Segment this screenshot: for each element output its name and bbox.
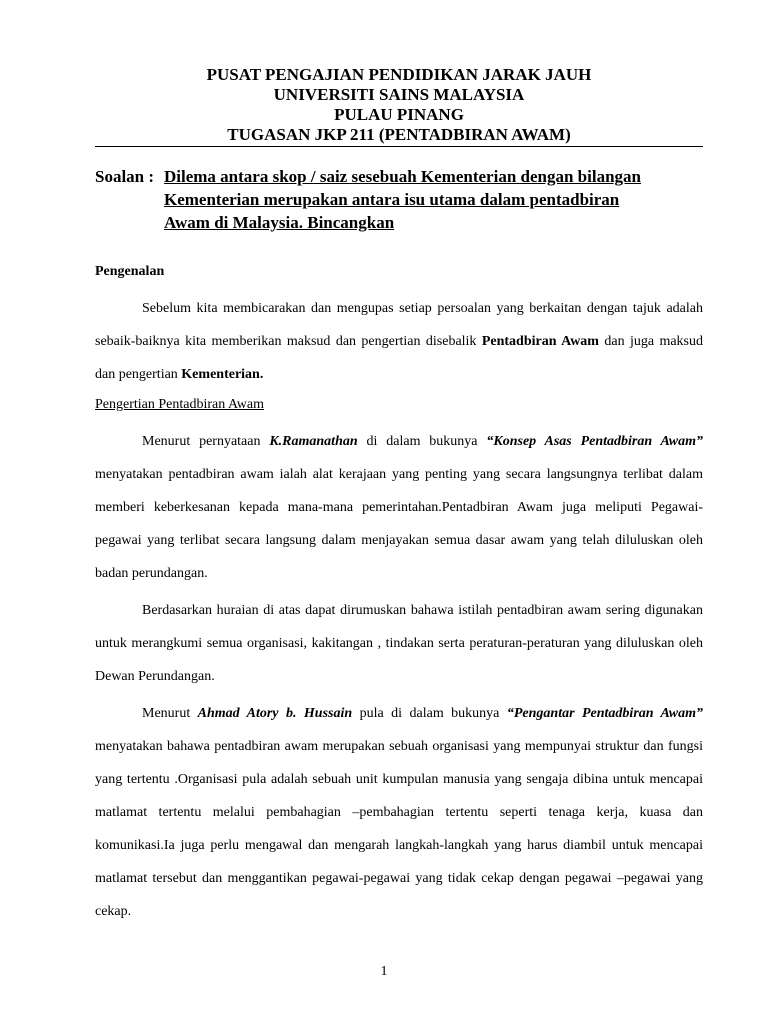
book-title: “Pengantar Pentadbiran Awam” (506, 706, 704, 721)
paragraph-intro (95, 292, 703, 391)
paragraph-summary: Berdasarkan huraian di atas dapat dirumuskan bahawa istilah pentadbiran awam sering digunakan untuk merangkumi semua organisasi, kakitangan , tindakan serta peraturan-peraturan yang diluluskan oleh Dewan Perundangan. (95, 603, 703, 684)
paragraph-ramanathan (95, 425, 703, 590)
paragraph-text: Menurut pernyataan (142, 434, 270, 449)
paragraph-text: Sebelum kita membicarakan dan mengupas setiap persoalan yang berkaitan dengan tajuk adalah sebaik-baiknya kita memberikan maksud dan pengertian disebalik (95, 301, 703, 349)
section-title-pengertian: Pengertian Pentadbiran Awam (95, 397, 265, 412)
paragraph-text: menyatakan pentadbiran awam ialah alat kerajaan yang penting yang secara langsungnya terlibat dalam memberi keberkesanan kepada mana-mana pemerintahan.Pentadbiran Awam juga meliputi Pegawai-pegawai yang terlibat secara langsung dalam menjayakan semua dasar awam yang telah diluluskan oleh badan perundangan. (95, 467, 703, 581)
book-title: “Konsep Asas Pentadbiran Awam” (486, 434, 704, 449)
bold-term: Pentadbiran Awam (481, 334, 599, 349)
question-line-3: Awam di Malaysia. Bincangkan (164, 213, 395, 232)
bold-term: Kementerian. (181, 367, 264, 382)
question-line-2: Kementerian merupakan antara isu utama dalam pentadbiran (164, 190, 620, 209)
header-line-3: PULAU PINANG (334, 105, 464, 124)
paragraph-text: pula di dalam bukunya (352, 706, 507, 721)
question-label: Soalan : (95, 167, 155, 186)
paragraph-text: Menurut (142, 706, 198, 721)
paragraph-text: dan juga maksud dan pengertian (95, 334, 704, 382)
header-divider (95, 146, 703, 147)
question-line-1: Dilema antara skop / saiz sesebuah Kementerian dengan bilangan (164, 167, 641, 186)
author-name: Ahmad Atory b. Hussain (197, 706, 353, 721)
header-line-4: TUGASAN JKP 211 (PENTADBIRAN AWAM) (227, 125, 571, 144)
paragraph-text: di dalam bukunya (357, 434, 487, 449)
author-name: K.Ramanathan (269, 434, 358, 449)
header-line-1: PUSAT PENGAJIAN PENDIDIKAN JARAK JAUH (206, 65, 592, 84)
header-line-2: UNIVERSITI SAINS MALAYSIA (273, 85, 525, 104)
paragraph-text: menyatakan bahawa pentadbiran awam merupakan sebuah organisasi yang mempunyai struktur dan fungsi yang tertentu .Organisasi pula adalah sebuah unit kumpulan manusia yang sengaja dibina untuk mencapai matlamat tertentu melalui pembahagian –pembahagian tertentu seperti tenaga kerja, kuasa dan komunikasi.Ia juga perlu mengawal dan mengarah langkah-langkah yang harus diambil untuk mencapai matlamat tersebut dan menggantikan pegawai-pegawai yang tidak cekap dengan pegawai –pegawai yang cekap. (95, 739, 703, 919)
document-header (95, 65, 703, 145)
question-text (164, 165, 641, 234)
document-body (95, 262, 703, 932)
paragraph-atory (95, 697, 703, 928)
section-title-pengenalan: Pengenalan (95, 264, 165, 279)
page-number: 1 (380, 964, 388, 979)
